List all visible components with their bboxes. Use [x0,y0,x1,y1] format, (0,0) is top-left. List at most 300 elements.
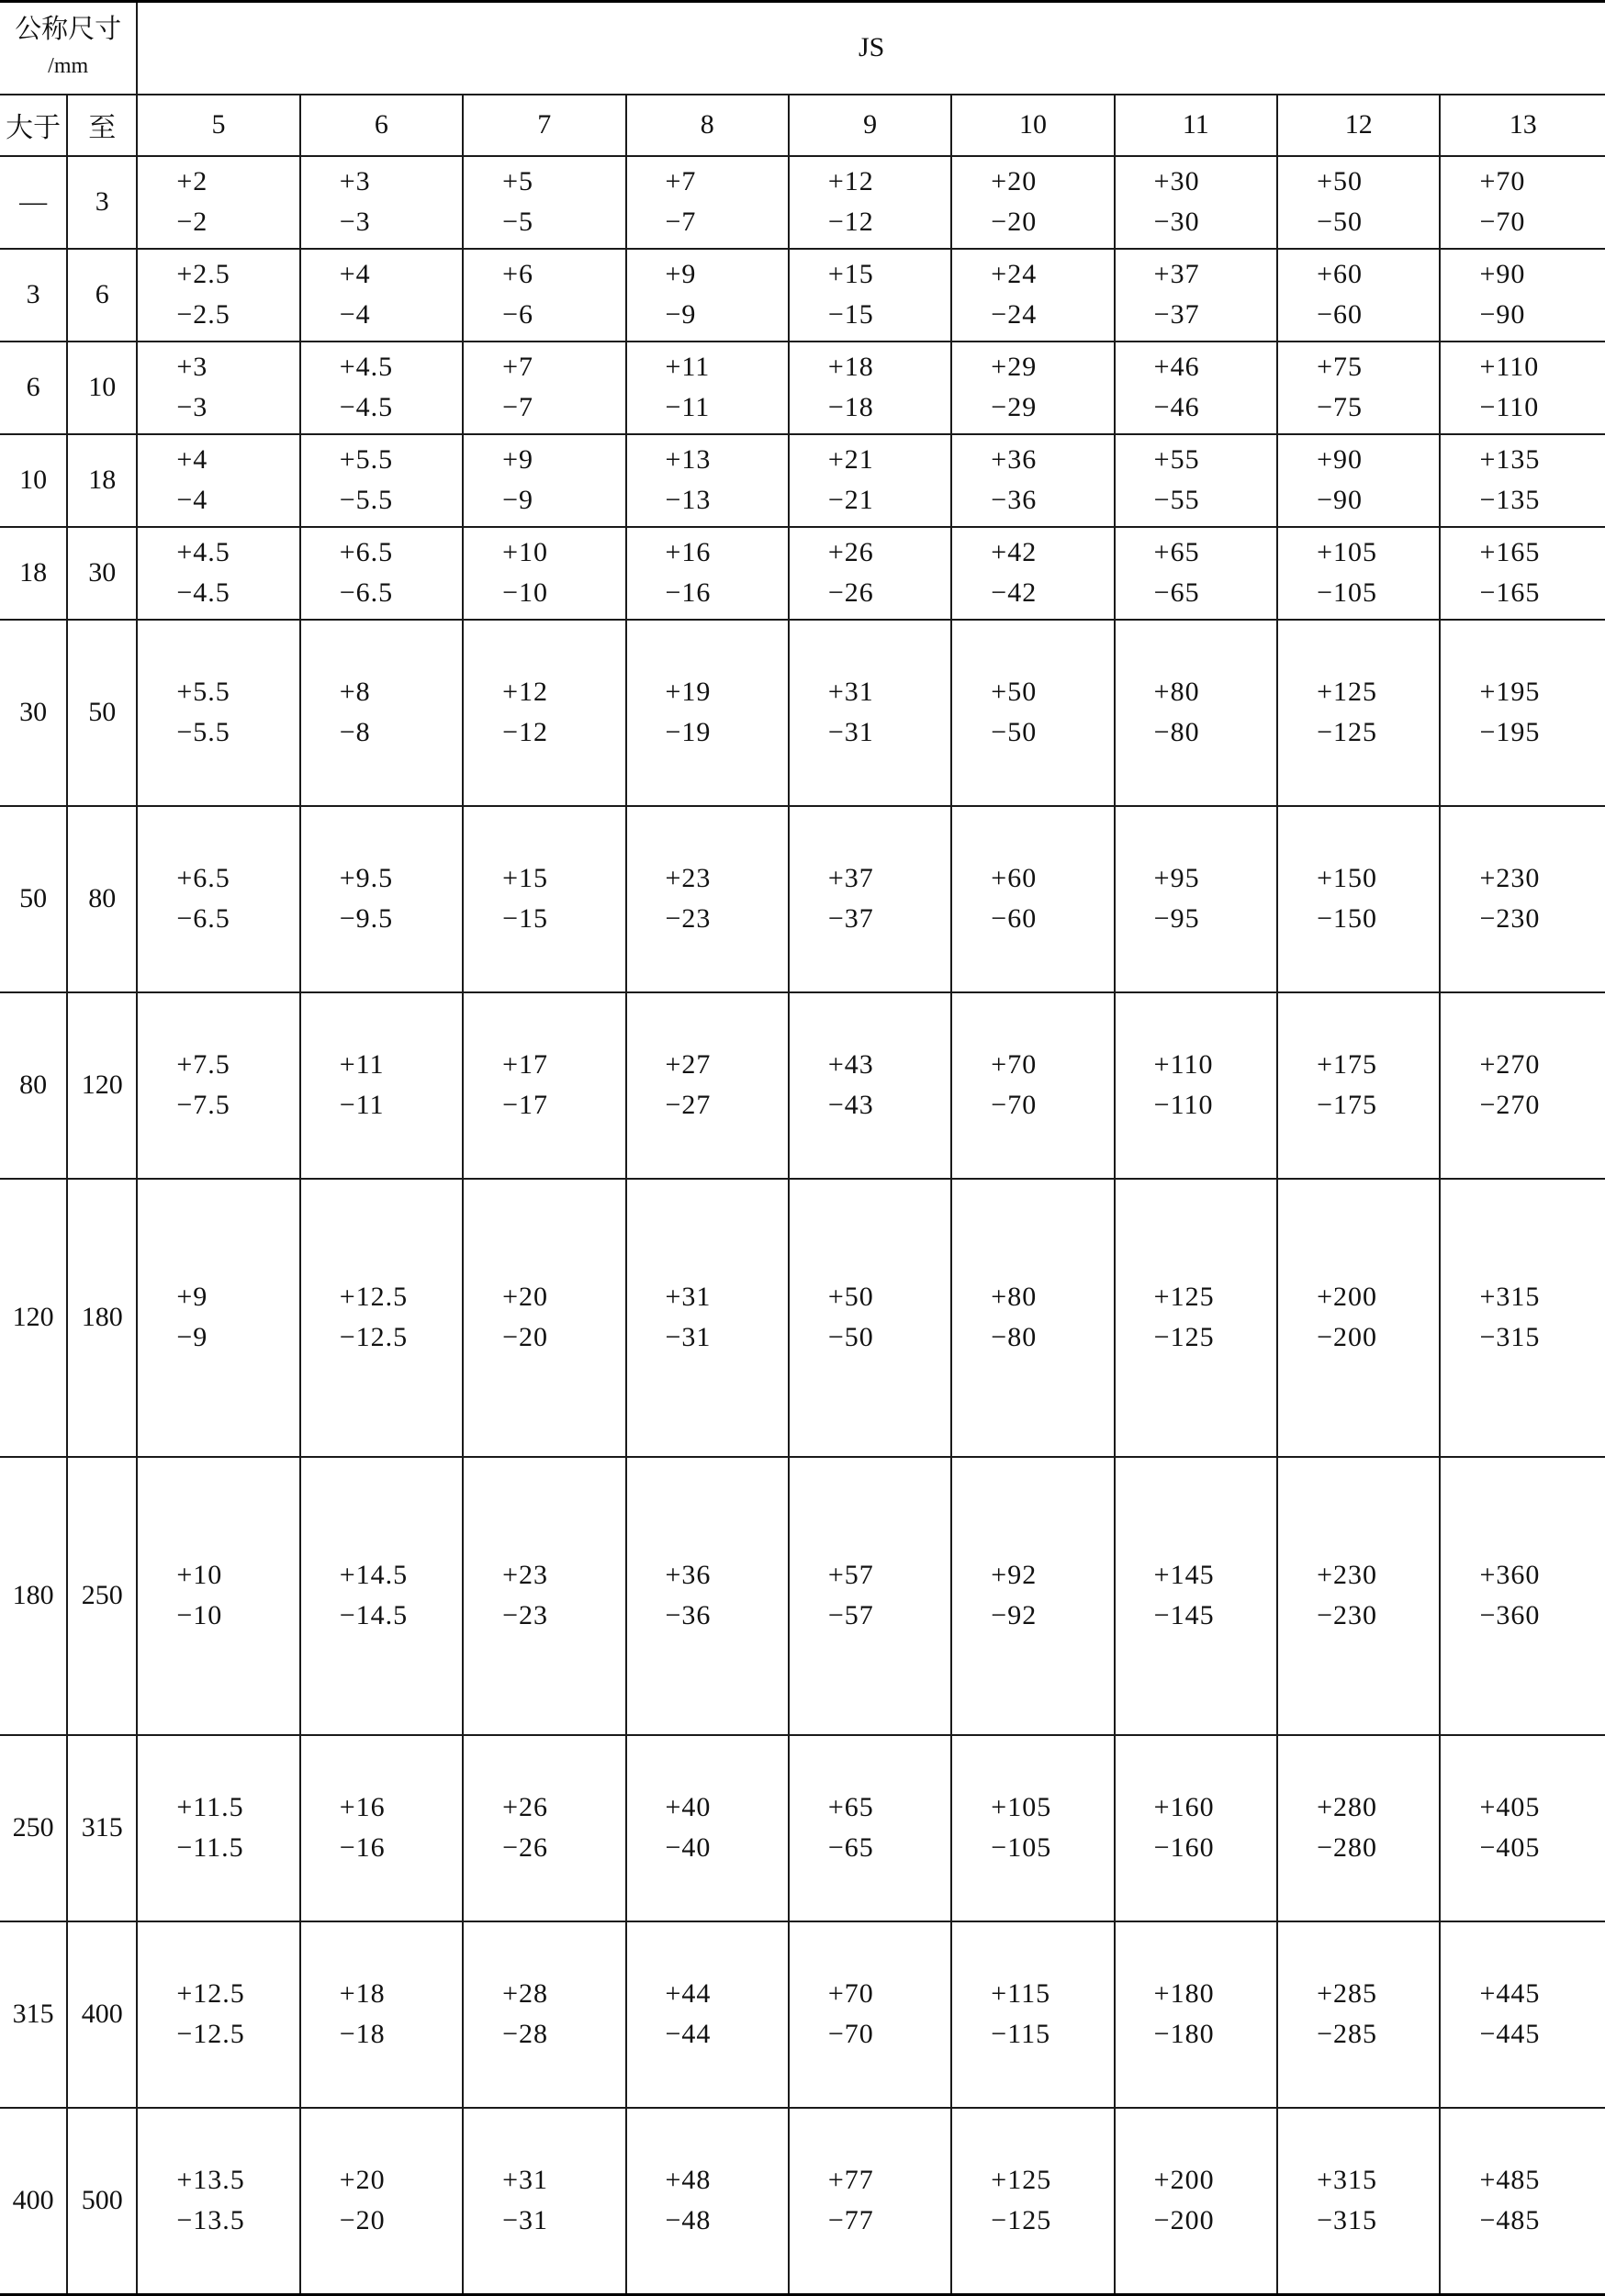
tolerance-cell [1440,342,1605,434]
tolerance-cell [1277,342,1440,434]
lower-deviation: −80 [1153,717,1200,747]
lower-deviation: −16 [339,1832,386,1863]
lower-deviation: −24 [991,299,1038,330]
grade-header: 11 [1115,95,1277,156]
tolerance-cell [300,1179,463,1457]
tolerance-cell [463,1457,625,1735]
size-over-cell: 18 [0,527,67,620]
upper-deviation: +18 [827,352,874,382]
lower-deviation: −23 [502,1600,549,1630]
upper-deviation: +13.5 [176,2165,245,2196]
lower-deviation: −125 [1153,1322,1215,1352]
lower-deviation: −13.5 [176,2205,245,2236]
upper-deviation: +7 [502,352,534,382]
grade-header: 8 [626,95,789,156]
lower-deviation: −20 [502,1322,549,1352]
upper-deviation: +90 [1317,444,1363,475]
tolerance-cell [1115,527,1277,620]
tolerance-cell [951,1457,1114,1735]
lower-deviation: −70 [827,2019,874,2049]
upper-deviation: +150 [1317,863,1377,893]
tolerance-cell [1440,806,1605,992]
tolerance-cell [789,249,951,342]
tolerance-cell [1440,249,1605,342]
tolerance-cell [789,156,951,249]
tolerance-cell [1440,992,1605,1179]
upper-deviation: +48 [665,2165,712,2196]
upper-deviation: +5.5 [176,677,230,707]
upper-deviation: +26 [827,537,874,567]
tolerance-cell [300,992,463,1179]
table-row [0,620,1605,806]
upper-deviation: +11 [665,352,711,382]
upper-deviation: +20 [991,166,1038,196]
tolerance-cell [1277,806,1440,992]
lower-deviation: −315 [1317,2205,1377,2236]
tolerance-cell [1115,620,1277,806]
grade-header: 9 [789,95,951,156]
tolerance-cell [300,620,463,806]
tolerance-cell [1115,249,1277,342]
tolerance-cell [300,249,463,342]
upper-deviation: +30 [1153,166,1200,196]
tolerance-cell [137,249,299,342]
upper-deviation: +3 [339,166,371,196]
upper-deviation: +20 [339,2165,386,2196]
upper-deviation: +17 [502,1049,549,1080]
upper-deviation: +70 [827,1978,874,2009]
tolerance-cell [300,1457,463,1735]
tolerance-cell [626,527,789,620]
upper-deviation: +65 [1153,537,1200,567]
tolerance-cell [626,1179,789,1457]
upper-deviation: +10 [176,1560,223,1590]
lower-deviation: −27 [665,1090,712,1120]
size-to-cell: 10 [67,342,137,434]
tolerance-cell [137,806,299,992]
tolerance-cell [463,806,625,992]
tolerance-cell [626,249,789,342]
upper-deviation: +70 [991,1049,1038,1080]
lower-deviation: −125 [991,2205,1052,2236]
tolerance-cell [789,434,951,527]
tolerance-cell [137,1735,299,1921]
tolerance-cell [1115,434,1277,527]
lower-deviation: −18 [339,2019,386,2049]
size-over-cell: 250 [0,1735,67,1921]
upper-deviation: +70 [1479,166,1526,196]
lower-deviation: −110 [1479,392,1540,422]
tolerance-cell [137,1457,299,1735]
upper-deviation: +6 [502,259,534,289]
upper-deviation: +135 [1479,444,1541,475]
table-row [0,1179,1605,1457]
lower-deviation: −43 [827,1090,874,1120]
lower-deviation: −3 [339,207,371,237]
lower-deviation: −110 [1153,1090,1214,1120]
lower-deviation: −6.5 [176,903,230,934]
header-row-main [0,2,1605,95]
upper-deviation: +19 [665,677,712,707]
tolerance-cell [951,992,1114,1179]
lower-deviation: −485 [1479,2205,1541,2236]
lower-deviation: −26 [827,577,874,608]
size-to-cell: 6 [67,249,137,342]
upper-deviation: +7 [665,166,697,196]
nominal-size-unit: /mm [48,54,89,79]
lower-deviation: −280 [1317,1832,1377,1863]
upper-deviation: +315 [1317,2165,1377,2196]
table-row [0,156,1605,249]
tolerance-cell [1115,156,1277,249]
upper-deviation: +31 [827,677,874,707]
tolerance-cell [626,1457,789,1735]
size-to-cell: 18 [67,434,137,527]
lower-deviation: −29 [991,392,1038,422]
lower-deviation: −70 [1479,207,1526,237]
tolerance-cell [463,620,625,806]
table-row [0,342,1605,434]
tolerance-cell [463,527,625,620]
lower-deviation: −160 [1153,1832,1215,1863]
tolerance-cell [1277,1735,1440,1921]
upper-deviation: +110 [1153,1049,1214,1080]
lower-deviation: −18 [827,392,874,422]
lower-deviation: −40 [665,1832,712,1863]
tolerance-cell [789,1735,951,1921]
lower-deviation: −90 [1479,299,1526,330]
lower-deviation: −230 [1317,1600,1377,1630]
tolerance-cell [300,156,463,249]
header-row-grades [0,95,1605,156]
lower-deviation: −31 [827,717,874,747]
upper-deviation: +15 [827,259,874,289]
upper-deviation: +31 [502,2165,549,2196]
lower-deviation: −9 [176,1322,208,1352]
lower-deviation: −70 [991,1090,1038,1120]
lower-deviation: −7.5 [176,1090,230,1120]
tolerance-cell [463,2108,625,2295]
lower-deviation: −77 [827,2205,874,2236]
lower-deviation: −50 [1317,207,1363,237]
size-over-cell: 180 [0,1457,67,1735]
tolerance-cell [1115,806,1277,992]
nominal-size-header [0,2,137,95]
tolerance-cell [1115,992,1277,1179]
upper-deviation: +2 [176,166,208,196]
upper-deviation: +125 [1317,677,1377,707]
tolerance-cell [626,620,789,806]
over-header: 大于 [0,95,67,156]
upper-deviation: +36 [991,444,1038,475]
tolerance-cell [951,342,1114,434]
lower-deviation: −6 [502,299,534,330]
upper-deviation: +55 [1153,444,1200,475]
upper-deviation: +5.5 [339,444,394,475]
upper-deviation: +36 [665,1560,712,1590]
size-over-cell: 400 [0,2108,67,2295]
lower-deviation: −7 [502,392,534,422]
tolerance-cell [1440,156,1605,249]
tolerance-cell [626,1735,789,1921]
upper-deviation: +11.5 [176,1792,244,1822]
upper-deviation: +29 [991,352,1038,382]
grade-header: 6 [300,95,463,156]
lower-deviation: −315 [1479,1322,1541,1352]
tolerance-cell [1277,527,1440,620]
lower-deviation: −200 [1153,2205,1215,2236]
lower-deviation: −9 [502,485,534,515]
tolerance-cell [951,1921,1114,2108]
upper-deviation: +200 [1153,2165,1215,2196]
tolerance-cell [789,527,951,620]
size-to-cell: 315 [67,1735,137,1921]
table-row [0,1921,1605,2108]
tolerance-cell [137,342,299,434]
upper-deviation: +18 [339,1978,386,2009]
tolerance-cell [951,620,1114,806]
tolerance-cell [789,620,951,806]
upper-deviation: +6.5 [176,863,230,893]
upper-deviation: +92 [991,1560,1038,1590]
upper-deviation: +13 [665,444,712,475]
tolerance-cell [626,992,789,1179]
lower-deviation: −65 [827,1832,874,1863]
table-row [0,434,1605,527]
tolerance-cell [300,806,463,992]
lower-deviation: −6.5 [339,577,394,608]
grade-header: 13 [1440,95,1605,156]
lower-deviation: −10 [176,1600,223,1630]
tolerance-cell [463,249,625,342]
upper-deviation: +7.5 [176,1049,230,1080]
upper-deviation: +315 [1479,1282,1541,1312]
lower-deviation: −10 [502,577,549,608]
upper-deviation: +95 [1153,863,1200,893]
lower-deviation: −23 [665,903,712,934]
size-over-cell: — [0,156,67,249]
lower-deviation: −2 [176,207,208,237]
upper-deviation: +4.5 [339,352,394,382]
lower-deviation: −60 [1317,299,1363,330]
table-row [0,1457,1605,1735]
upper-deviation: +75 [1317,352,1363,382]
tolerance-cell [300,1921,463,2108]
tolerance-cell [300,1735,463,1921]
tolerance-cell [951,2108,1114,2295]
upper-deviation: +50 [827,1282,874,1312]
lower-deviation: −145 [1153,1600,1215,1630]
lower-deviation: −80 [991,1322,1038,1352]
size-over-cell: 315 [0,1921,67,2108]
upper-deviation: +16 [665,537,712,567]
tolerance-cell [626,156,789,249]
lower-deviation: −125 [1317,717,1377,747]
lower-deviation: −165 [1479,577,1541,608]
upper-deviation: +12.5 [176,1978,245,2009]
size-to-cell: 400 [67,1921,137,2108]
size-to-cell: 120 [67,992,137,1179]
lower-deviation: −95 [1153,903,1200,934]
tolerance-cell [137,527,299,620]
tolerance-cell [1440,1921,1605,2108]
upper-deviation: +125 [1153,1282,1215,1312]
tolerance-cell [137,992,299,1179]
upper-deviation: +230 [1317,1560,1377,1590]
tolerance-cell [789,1179,951,1457]
grade-header: 5 [137,95,299,156]
upper-deviation: +105 [991,1792,1052,1822]
tolerance-cell [1277,992,1440,1179]
lower-deviation: −105 [1317,577,1377,608]
tolerance-cell [789,992,951,1179]
upper-deviation: +5 [502,166,534,196]
upper-deviation: +230 [1479,863,1541,893]
tolerance-cell [137,1921,299,2108]
lower-deviation: −4.5 [339,392,394,422]
size-over-cell: 30 [0,620,67,806]
lower-deviation: −270 [1479,1090,1541,1120]
lower-deviation: −50 [827,1322,874,1352]
lower-deviation: −11 [665,392,711,422]
upper-deviation: +12 [502,677,549,707]
upper-deviation: +360 [1479,1560,1541,1590]
tolerance-cell [1277,1179,1440,1457]
lower-deviation: −57 [827,1600,874,1630]
tolerance-cell [951,806,1114,992]
lower-deviation: −21 [827,485,874,515]
tolerance-cell [951,156,1114,249]
upper-deviation: +16 [339,1792,386,1822]
lower-deviation: −2.5 [176,299,230,330]
size-over-cell: 6 [0,342,67,434]
tolerance-cell [1440,1179,1605,1457]
tolerance-cell [137,2108,299,2295]
upper-deviation: +44 [665,1978,712,2009]
upper-deviation: +50 [1317,166,1363,196]
upper-deviation: +9 [176,1282,208,1312]
tolerance-cell [1277,156,1440,249]
lower-deviation: −30 [1153,207,1200,237]
upper-deviation: +37 [827,863,874,893]
upper-deviation: +80 [1153,677,1200,707]
lower-deviation: −14.5 [339,1600,409,1630]
upper-deviation: +14.5 [339,1560,409,1590]
lower-deviation: −12.5 [176,2019,245,2049]
lower-deviation: −20 [339,2205,386,2236]
lower-deviation: −405 [1479,1832,1541,1863]
lower-deviation: −200 [1317,1322,1377,1352]
tolerance-cell [1277,434,1440,527]
upper-deviation: +57 [827,1560,874,1590]
tolerance-cell [137,620,299,806]
upper-deviation: +43 [827,1049,874,1080]
upper-deviation: +485 [1479,2165,1541,2196]
js-header: JS [137,2,1605,95]
upper-deviation: +105 [1317,537,1377,567]
upper-deviation: +115 [991,1978,1051,2009]
tolerance-cell [463,342,625,434]
tolerance-cell [300,342,463,434]
size-over-cell: 120 [0,1179,67,1457]
tolerance-cell [463,992,625,1179]
lower-deviation: −15 [827,299,874,330]
lower-deviation: −360 [1479,1600,1541,1630]
tolerance-cell [1440,527,1605,620]
tolerance-cell [626,1921,789,2108]
lower-deviation: −31 [665,1322,712,1352]
size-over-cell: 10 [0,434,67,527]
upper-deviation: +110 [1479,352,1540,382]
upper-deviation: +4 [339,259,371,289]
tolerance-cell [1440,2108,1605,2295]
tolerance-cell [300,527,463,620]
table-row [0,1735,1605,1921]
lower-deviation: −4 [176,485,208,515]
tolerance-cell [626,342,789,434]
lower-deviation: −9.5 [339,903,394,934]
upper-deviation: +175 [1317,1049,1377,1080]
tolerance-cell [1277,620,1440,806]
upper-deviation: +24 [991,259,1038,289]
lower-deviation: −5.5 [176,717,230,747]
upper-deviation: +165 [1479,537,1541,567]
lower-deviation: −13 [665,485,712,515]
tolerance-cell [1277,1921,1440,2108]
lower-deviation: −5 [502,207,534,237]
upper-deviation: +26 [502,1792,549,1822]
upper-deviation: +23 [665,863,712,893]
tolerance-cell [1115,1921,1277,2108]
lower-deviation: −105 [991,1832,1052,1863]
table-row [0,249,1605,342]
upper-deviation: +4 [176,444,208,475]
lower-deviation: −195 [1479,717,1541,747]
upper-deviation: +4.5 [176,537,230,567]
upper-deviation: +12 [827,166,874,196]
upper-deviation: +3 [176,352,208,382]
upper-deviation: +60 [991,863,1038,893]
upper-deviation: +9.5 [339,863,394,893]
lower-deviation: −37 [827,903,874,934]
size-over-cell: 50 [0,806,67,992]
tolerance-cell [951,1179,1114,1457]
tolerance-cell [1115,1457,1277,1735]
lower-deviation: −37 [1153,299,1200,330]
size-to-cell: 30 [67,527,137,620]
tolerance-cell [137,1179,299,1457]
lower-deviation: −7 [665,207,697,237]
tolerance-cell [463,156,625,249]
tolerance-cell [1440,620,1605,806]
tolerance-cell [789,2108,951,2295]
lower-deviation: −180 [1153,2019,1215,2049]
tolerance-cell [1277,2108,1440,2295]
table-row [0,806,1605,992]
upper-deviation: +10 [502,537,549,567]
lower-deviation: −12.5 [339,1322,409,1352]
tolerance-cell [626,434,789,527]
lower-deviation: −12 [502,717,549,747]
lower-deviation: −20 [991,207,1038,237]
lower-deviation: −55 [1153,485,1200,515]
upper-deviation: +28 [502,1978,549,2009]
lower-deviation: −60 [991,903,1038,934]
tolerance-cell [1115,2108,1277,2295]
upper-deviation: +195 [1479,677,1541,707]
size-over-cell: 3 [0,249,67,342]
upper-deviation: +145 [1153,1560,1215,1590]
